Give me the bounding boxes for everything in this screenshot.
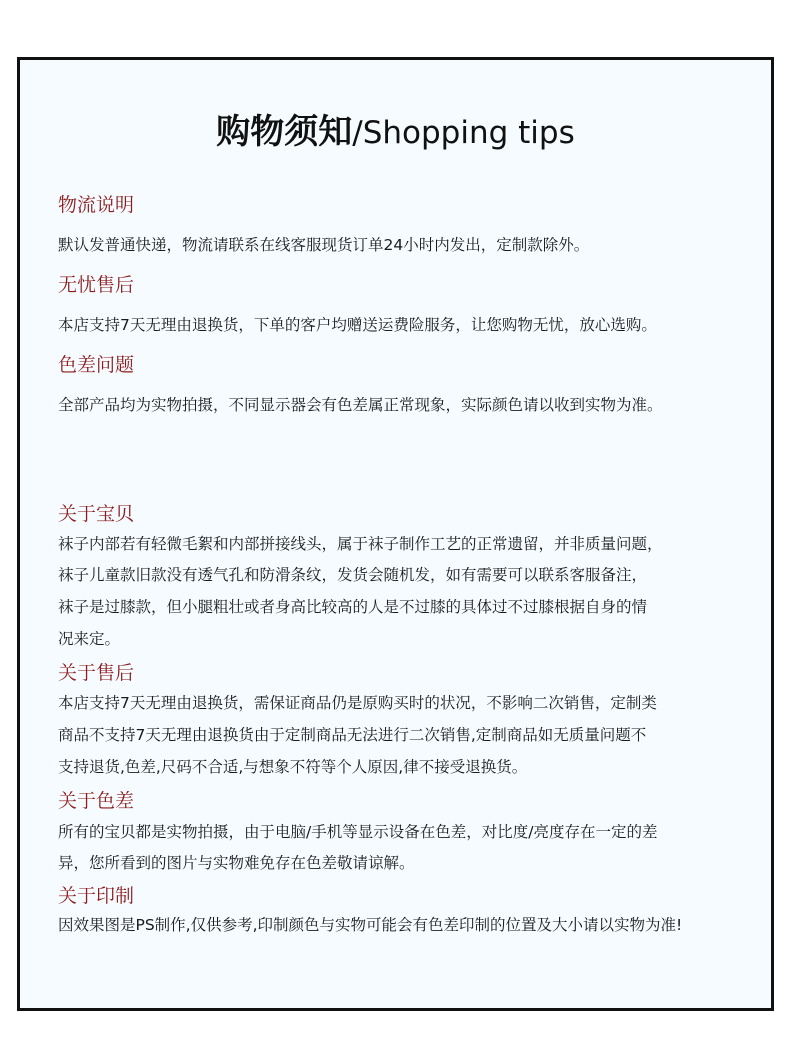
section-text-about-after-sales-3: 支持退货,色差,尺码不合适,与想象不符等个人原因,律不接受退换货。 [58, 758, 528, 776]
section-heading-about-product: 关于宝贝 [58, 503, 135, 525]
section-heading-about-color: 关于色差 [58, 790, 135, 812]
section-text-about-product-4: 况来定。 [58, 630, 121, 648]
section-heading-worry-free-service: 无忧售后 [58, 274, 135, 296]
section-text-about-product-1: 袜子内部若有轻微毛絮和内部拼接线头，属于袜子制作工艺的正常遗留，并非质量问题， [58, 535, 663, 553]
section-heading-about-printing: 关于印制 [58, 885, 135, 907]
section-text-about-product-3: 袜子是过膝款，但小腿粗壮或者身高比较高的人是不过膝的具体过不过膝根据自身的情 [58, 598, 648, 616]
section-text-about-printing: 因效果图是PS制作,仅供参考,印制颜色与实物可能会有色差印制的位置及大小请以实物为准! [58, 916, 683, 934]
section-heading-color-issue: 色差问题 [58, 354, 135, 376]
section-heading-about-after-sales: 关于售后 [58, 662, 135, 684]
shopping-tips-panel [17, 57, 774, 1011]
section-text-about-after-sales-2: 商品不支持7天无理由退换货由于定制商品无法进行二次销售,定制商品如无质量问题不 [58, 726, 647, 744]
section-text-worry-free-service: 本店支持7天无理由退换货，下单的客户均赠送运费险服务，让您购物无忧，放心选购。 [58, 316, 657, 334]
section-heading-shipping: 物流说明 [58, 194, 135, 216]
section-text-about-after-sales-1: 本店支持7天无理由退换货，需保证商品仍是原购买时的状况，不影响二次销售，定制类 [58, 694, 657, 712]
section-text-shipping: 默认发普通快递，物流请联系在线客服现货订单24小时内发出，定制款除外。 [58, 236, 590, 254]
section-text-about-color-2: 异，您所看到的图片与实物难免存在色差敬请谅解。 [58, 854, 415, 872]
section-text-about-color-1: 所有的宝贝都是实物拍摄，由于电脑/手机等显示设备在色差，对比度/亮度存在一定的差 [58, 823, 658, 841]
page-title [20, 104, 771, 153]
page-title-english: /Shopping tips [352, 115, 575, 151]
section-text-color-issue: 全部产品均为实物拍摄，不同显示器会有色差属正常现象，实际颜色请以收到实物为准。 [58, 396, 663, 414]
section-text-about-product-2: 袜子儿童款旧款没有透气孔和防滑条纹，发货会随机发，如有需要可以联系客服备注， [58, 566, 648, 584]
page-title-chinese: 购物须知 [216, 112, 353, 152]
